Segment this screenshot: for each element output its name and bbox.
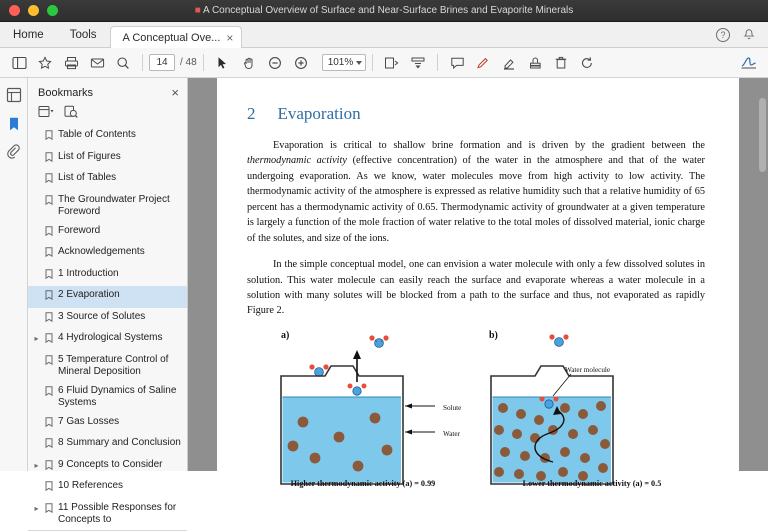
pencil-icon[interactable] [470,51,496,75]
solute-particle [370,412,381,423]
bookmark-item-6[interactable] [28,265,187,287]
liquid-b [493,397,612,483]
paragraph-1-part-b: (effective concentration) of the water in the atmosphere and that of the water undergoing evaporation. As we know, water molecules move from high activity to low activity. The thermodynamic activity of the atmosphere is expressed as relative humidity such that a relative humidity of 65 percent has a thermodynamic activity of 0.65. Thermodynamic activity of groundwater at a given temperature is largely a function of the mole fraction of water relative to the total moles of dissolved material, ionic charge of the solutes, and size of the ions. [247,155,705,244]
page-layout-icon[interactable] [405,51,431,75]
pages-thumbnail-icon[interactable] [6,87,22,103]
figure-illustration [253,334,709,494]
bookmark-icon [45,332,54,348]
bookmarks-panel [28,78,188,525]
bookmark-icon [45,194,54,210]
print-icon[interactable] [58,51,84,75]
expand-icon[interactable] [32,289,41,291]
bookmark-icon [45,289,54,305]
bookmark-label: 9 Concepts to Consider [58,458,163,470]
bookmark-label: 4 Hydrological Systems [58,332,163,343]
bookmarks-list[interactable] [28,124,187,530]
bookmark-label: 8 Summary and Conclusion [58,437,181,448]
close-icon[interactable]: × [226,30,234,45]
water-molecule-leader [553,374,571,396]
expand-icon[interactable] [32,268,41,270]
bookmark-icon [45,225,54,241]
select-cursor-icon[interactable] [210,51,236,75]
expand-icon[interactable] [32,172,41,174]
bookmark-item-15[interactable] [28,477,187,499]
bookmark-icon [45,354,54,370]
bookmark-item-16[interactable] [28,499,187,530]
document-viewport[interactable] [188,78,768,488]
bookmark-item-10[interactable] [28,351,187,382]
app-body [0,78,768,525]
solute-particle [310,452,321,463]
bookmarks-panel-header [28,78,187,105]
expand-icon[interactable] [32,416,41,418]
bookmark-label: 11 Possible Responses for Concepts to [58,501,177,525]
bookmarks-icon[interactable] [6,116,22,132]
section-heading [247,104,705,124]
bookmark-icon [45,480,54,496]
window-title-text: A Conceptual Overview of Surface and Near-Surface Brines and Evaporite Minerals [203,5,574,16]
bookmark-label: Acknowledgements [58,246,145,257]
molecule-above-b [549,334,568,346]
bookmark-icon [45,151,54,167]
window-controls[interactable] [0,5,58,16]
bookmark-item-7[interactable] [28,286,187,308]
fit-page-icon[interactable] [379,51,405,75]
menu-tab-strip [0,22,768,48]
bookmark-label: The Groundwater Project Foreword [58,193,170,217]
bookmark-icon [45,172,54,188]
panel-horizontal-scrollbar[interactable] [28,530,187,531]
bookmarks-panel-tools [28,105,187,124]
bookmark-item-1[interactable] [28,148,187,170]
toolbar-separator-2 [203,54,204,71]
main-toolbar [0,48,768,78]
figure-2 [247,330,705,502]
toolbar-separator [142,54,143,71]
figure-label-b: b) [489,329,498,341]
bookmark-label: 6 Fluid Dynamics of Saline Systems [58,384,177,408]
scrollbar-thumb[interactable] [759,98,766,172]
pdf-page [217,78,739,488]
expand-icon[interactable] [32,225,41,227]
toolbar-separator-4 [437,54,438,71]
email-icon[interactable] [84,51,110,75]
bookmark-label: 2 Evaporation [58,289,120,300]
bookmark-icon [45,459,54,475]
bookmark-item-0[interactable] [28,126,187,148]
expand-icon[interactable]: ▸ [34,460,39,470]
expand-icon[interactable] [32,194,41,196]
bookmark-item-3[interactable] [28,191,187,222]
sign-icon[interactable] [736,51,762,75]
highlight-icon[interactable] [496,51,522,75]
zoom-level-value: 101% [327,57,354,68]
expand-icon[interactable] [32,246,41,248]
rotate-icon[interactable] [574,51,600,75]
expand-icon[interactable] [32,385,41,387]
menu-home[interactable]: Home [13,28,44,41]
bookmark-label: Table of Contents [58,129,136,140]
bookmark-icon [45,385,54,401]
menu-tools[interactable]: Tools [69,28,97,41]
bookmark-item-14[interactable] [28,456,187,478]
section-number: 2 [247,104,256,123]
expand-icon[interactable]: ▸ [34,503,39,513]
delete-icon[interactable] [548,51,574,75]
bookmark-item-4[interactable] [28,222,187,244]
bookmark-item-5[interactable] [28,243,187,265]
help-icon[interactable]: ? [716,28,730,42]
close-window-button[interactable] [9,5,20,16]
zoom-in-icon[interactable] [288,51,314,75]
paragraph-1 [247,138,705,246]
page-number-input[interactable]: 14 [149,54,175,71]
figure-captions [247,479,705,488]
bookmark-label: 7 Gas Losses [58,415,120,427]
toolbar-separator-3 [372,54,373,71]
document-tab[interactable] [110,26,243,48]
bookmark-item-12[interactable] [28,413,187,435]
annotation-water-molecule: Water molecule [565,365,611,374]
bookmark-icon [45,129,54,145]
bookmark-icon [45,311,54,327]
zoom-out-icon[interactable] [262,51,288,75]
window-title [0,5,768,16]
section-title: Evaporation [277,104,361,123]
bookmark-icon [45,437,54,453]
bookmark-label: 5 Temperature Control of Mineral Deposition [58,353,169,377]
expand-icon[interactable] [32,311,41,313]
document-tab-label: A Conceptual Ove... [122,31,221,44]
figure-caption-b: Lower thermodynamic activity (a) = 0.5 [522,478,662,488]
expand-icon[interactable] [32,151,41,153]
bookmark-icon [45,416,54,432]
solute-particle [334,431,345,442]
paragraph-1-part-a: Evaporation is critical to shallow brine formation and is driven by the gradient between the [273,140,705,151]
expand-icon[interactable] [32,437,41,439]
tabstrip-spacer [242,22,716,47]
expand-icon[interactable] [32,480,41,482]
pdf-icon: ■ [194,5,201,16]
paragraph-1-italic: thermodynamic activity [247,155,347,167]
window-titlebar [0,0,768,22]
molecule-above-a [369,335,388,347]
figure-label-a: a) [281,329,290,341]
bookmark-label: 10 References [58,480,124,491]
expand-icon[interactable]: ▸ [34,334,39,343]
solute-particle [382,444,393,455]
bookmark-label: Foreword [58,224,101,236]
bookmark-options-icon[interactable] [38,105,54,118]
bookmark-search-icon[interactable] [64,105,78,118]
attachments-icon[interactable] [6,145,22,161]
bookmark-item-8[interactable] [28,308,187,330]
document-vertical-scrollbar[interactable] [758,78,767,471]
bookmark-icon [45,268,54,284]
evaporation-arrow-a [353,350,361,382]
sidebar-rail [0,78,28,471]
bookmark-label: List of Figures [58,150,121,162]
bookmark-icon [45,246,54,262]
annotation-water: Water [443,429,460,438]
solute-particle [298,416,309,427]
figure-caption-a: Higher thermodynamic activity (a) = 0.99 [290,478,436,488]
bookmark-item-2[interactable] [28,169,187,191]
tabstrip-right-tools [716,22,768,47]
annotation-solute: Solute [443,403,462,412]
bell-icon[interactable] [742,28,756,42]
stamp-icon[interactable] [522,51,548,75]
expand-icon[interactable] [32,354,41,356]
molecule-surface-a [348,383,367,395]
minimize-window-button[interactable] [28,5,39,16]
bookmark-item-9[interactable] [28,329,187,351]
zoom-level-select[interactable] [322,54,367,71]
bookmarks-panel-title: Bookmarks [38,86,94,99]
paragraph-2: In the simple conceptual model, one can envision a water molecule with only a few dissolved solutes in solution. This water molecule can easily reach the surface and evaporate whereas a water molecule in a solution with many solutes will be blocked from a path to the surface and thus, not evaporated as rapidly Figure 2. [247,259,705,317]
bookmark-label: 1 Introduction [58,267,119,279]
expand-icon[interactable] [32,129,41,131]
bookmark-star-icon[interactable] [32,51,58,75]
solute-particle [288,440,299,451]
chevron-down-icon[interactable] [356,61,362,65]
bookmark-item-13[interactable] [28,434,187,456]
sidebar-toggle-icon[interactable] [6,51,32,75]
bookmark-label: List of Tables [58,172,117,183]
bookmark-icon [45,502,54,518]
close-icon[interactable]: × [171,85,179,100]
maximize-window-button[interactable] [47,5,58,16]
hand-tool-icon[interactable] [236,51,262,75]
bookmark-item-11[interactable] [28,382,187,413]
bookmark-label: 3 Source of Solutes [58,310,146,322]
zoom-search-icon[interactable] [110,51,136,75]
comment-icon[interactable] [444,51,470,75]
solute-particle [353,460,364,471]
page-total-label: / 48 [180,57,197,68]
